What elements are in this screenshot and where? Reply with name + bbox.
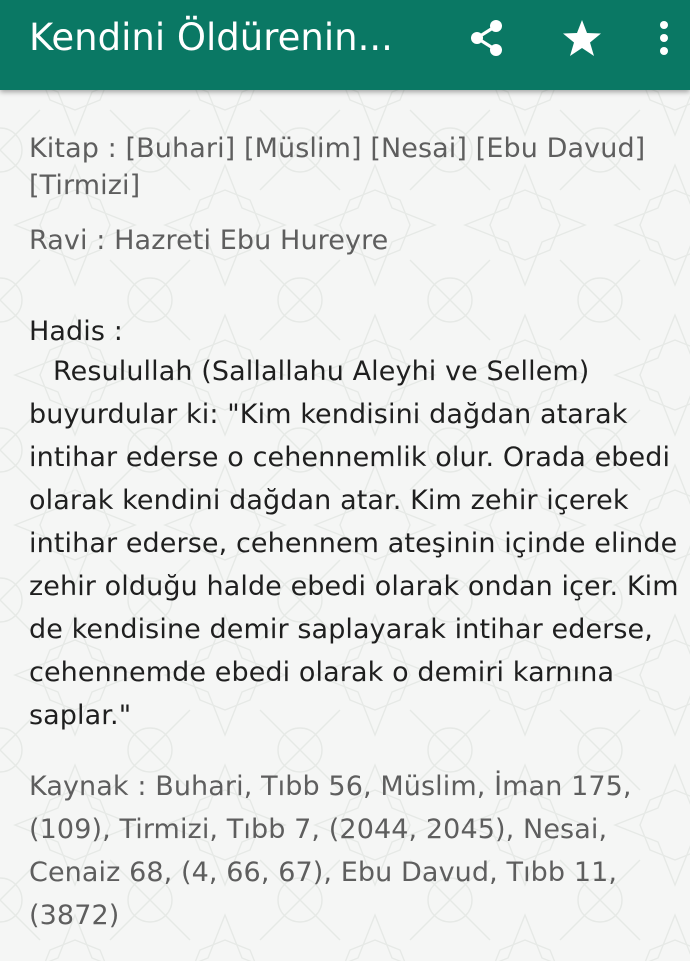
kitap-text: Kitap : [Buhari] [Müslim] [Nesai] [Ebu Davud] [Tirmizi]	[29, 133, 646, 201]
share-button[interactable]	[461, 13, 513, 63]
hadis-label: Hadis :	[29, 316, 123, 347]
ravi-text: Ravi : Hazreti Ebu Hureyre	[29, 225, 389, 256]
more-options-button[interactable]	[646, 13, 682, 63]
page-title: Kendini Öldürenin...	[29, 16, 393, 59]
star-icon	[562, 18, 602, 58]
kaynak-text: Kaynak : Buhari, Tıbb 56, Müslim, İman 175, (109), Tirmizi, Tıbb 7, (2044, 2045), Nesai, Cenaiz 68, (4, 66, 67), Ebu Davud, Tıbb 11, (3872)	[29, 771, 632, 931]
favorite-button[interactable]	[556, 13, 608, 63]
hadis-text: Resulullah (Sallallahu Aleyhi ve Sellem) buyurdular ki: "Kim kendisini dağdan atarak intihar ederse o cehennemlik olur. Orada ebedi olarak kendini dağdan atar. Kim zehir içerek intihar ederse, cehennem ateşinin içinde elinde zehir olduğu halde ebedi olarak ondan içer. Kim de kendisine demir saplayarak intihar ederse, cehennemde ebedi olarak o demiri karnına saplar."	[29, 356, 679, 731]
more-vert-icon	[658, 18, 670, 58]
hadith-content	[29, 130, 679, 937]
share-icon	[467, 18, 507, 58]
app-bar	[0, 0, 690, 90]
